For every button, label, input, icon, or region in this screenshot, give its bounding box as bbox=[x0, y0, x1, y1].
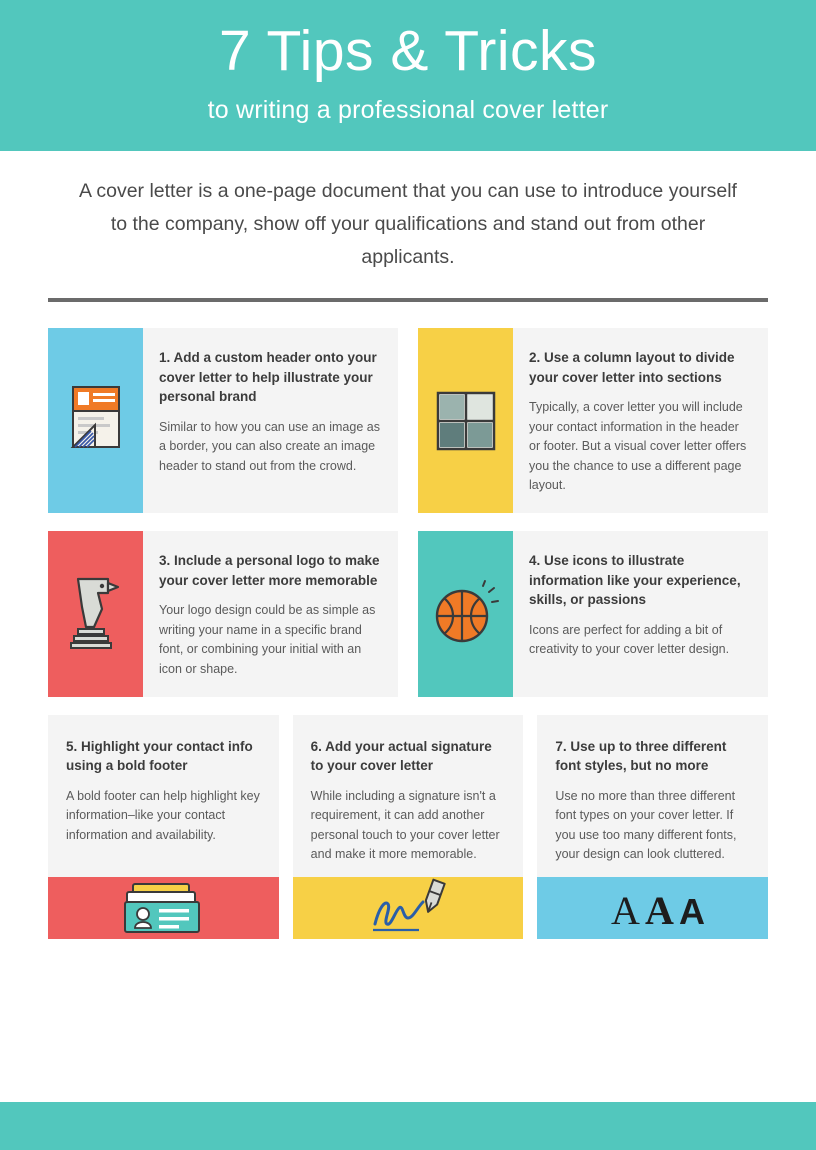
tip-card-4 bbox=[418, 531, 768, 697]
svg-text:A: A bbox=[644, 887, 674, 933]
tip-2-text: Typically, a cover letter you will include your contact information in the header or footer. But a visual cover letter offers you the chance to use a different page layout. bbox=[529, 400, 747, 492]
tip-3-art bbox=[48, 531, 143, 697]
tip-5-body bbox=[48, 715, 279, 877]
header-banner bbox=[0, 0, 816, 151]
tip-7-title: 7. Use up to three different font styles, but no more bbox=[555, 738, 727, 774]
tip-2-art bbox=[418, 328, 513, 513]
tips-row-2 bbox=[48, 531, 768, 697]
tip-4-art bbox=[418, 531, 513, 697]
tip-4-body bbox=[513, 531, 768, 697]
tip-2-title: 2. Use a column layout to divide your cover letter into sections bbox=[529, 350, 735, 385]
tip-5-title: 5. Highlight your contact info using a bold footer bbox=[66, 738, 253, 774]
column-grid-icon bbox=[434, 389, 498, 453]
tip-1-text: Similar to how you can use an image as a border, you can also create an image header to stand out from the crowd. bbox=[159, 419, 380, 473]
contact-card-icon bbox=[115, 878, 211, 938]
tip-1-title: 1. Add a custom header onto your cover letter to help illustrate your personal brand bbox=[159, 350, 377, 405]
tip-6-text: While including a signature isn't a requirement, it can add another personal touch to your cover letter and make it more memorable. bbox=[310, 789, 500, 862]
tip-4-title: 4. Use icons to illustrate information like your experience, skills, or passions bbox=[529, 553, 741, 608]
tips-grid bbox=[0, 302, 816, 938]
tip-7-text: Use no more than three different font types on your cover letter. If you use too many different fonts, your design can look cluttered. bbox=[555, 789, 737, 862]
font-styles-icon bbox=[593, 880, 713, 936]
page-title: 7 Tips & Tricks bbox=[218, 19, 598, 83]
tip-3-text: Your logo design could be as simple as writing your name in a specific brand font, or combining your initial with an icon or shape. bbox=[159, 603, 376, 676]
tip-7-art bbox=[537, 877, 768, 939]
tip-2-body bbox=[513, 328, 768, 513]
tips-row-3 bbox=[48, 715, 768, 939]
tip-1-art bbox=[48, 328, 143, 513]
tip-6-title: 6. Add your actual signature to your cover letter bbox=[310, 738, 492, 774]
tip-card-6 bbox=[293, 715, 524, 939]
tip-6-art bbox=[293, 877, 524, 939]
tip-card-5 bbox=[48, 715, 279, 939]
tip-card-7 bbox=[537, 715, 768, 939]
tips-row-1 bbox=[48, 328, 768, 513]
tip-card-3 bbox=[48, 531, 398, 697]
page-subtitle: to writing a professional cover letter bbox=[207, 95, 609, 124]
divider-wrapper bbox=[0, 284, 816, 302]
tip-3-body bbox=[143, 531, 398, 697]
tip-5-text: A bold footer can help highlight key information–like your contact information and availability. bbox=[66, 789, 260, 842]
tip-3-title: 3. Include a personal logo to make your cover letter more memorable bbox=[159, 553, 380, 588]
tip-7-body bbox=[537, 715, 768, 877]
svg-text:A: A bbox=[610, 887, 640, 933]
svg-text:A: A bbox=[678, 890, 705, 932]
tip-5-art bbox=[48, 877, 279, 939]
document-header-icon bbox=[65, 381, 127, 461]
tip-card-2 bbox=[418, 328, 768, 513]
tip-card-1 bbox=[48, 328, 398, 513]
signature-pen-icon bbox=[353, 878, 463, 938]
basketball-icon bbox=[430, 578, 502, 650]
intro-paragraph: A cover letter is a one-page document that you can use to introduce yourself to the company, show off your qualifications and stand out from other applicants. bbox=[79, 179, 737, 269]
tip-1-body bbox=[143, 328, 398, 513]
eagle-logo-icon bbox=[64, 569, 128, 659]
footer-bar bbox=[0, 1102, 816, 1150]
tip-4-text: Icons are perfect for adding a bit of creativity to your cover letter design. bbox=[529, 622, 730, 657]
tip-6-body bbox=[293, 715, 524, 877]
